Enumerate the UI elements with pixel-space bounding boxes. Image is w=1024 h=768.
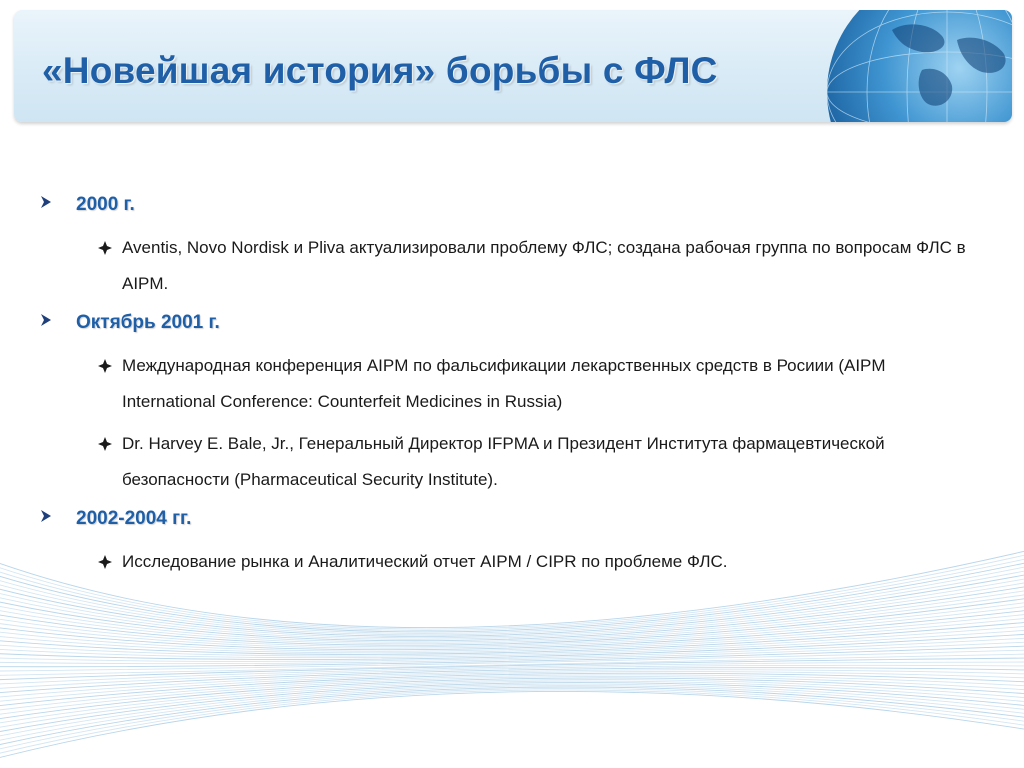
background-line [0, 582, 1024, 639]
background-line [0, 586, 1024, 641]
section-heading: 2002-2004 гг. [76, 508, 192, 529]
background-line [0, 691, 1024, 760]
section-heading: 2000 г. [76, 194, 135, 215]
header-banner [14, 10, 1012, 122]
section-heading-row [38, 190, 978, 224]
section-heading-row [38, 504, 978, 538]
diamond-bullet-icon [98, 241, 112, 255]
slide-title: «Новейшая история» борьбы с ФЛС [42, 50, 718, 91]
arrow-bullet-icon [38, 194, 54, 210]
list-item [98, 544, 982, 580]
diamond-bullet-icon [98, 437, 112, 451]
background-line [0, 687, 1024, 747]
slide-content [38, 190, 978, 580]
background-line [0, 676, 1024, 715]
globe-icon [772, 10, 1012, 122]
list-item-text: Aventis, Novo Nordisk и Pliva актуализировали проблему ФЛС; создана рабочая группа по вопросам ФЛС в AIPM. [122, 238, 966, 293]
list-item [98, 230, 982, 302]
diamond-bullet-icon [98, 359, 112, 373]
list-item-text: Dr. Harvey E. Bale, Jr., Генеральный Директор IFPMA и Президент Института фармацевтической безопасности (Pharmaceutical Security Institute). [122, 434, 885, 489]
section-heading: Октябрь 2001 г. [76, 312, 220, 333]
list-item-text: Международная конференция AIPM по фальсификации лекарственных средств в Росиии (AIPM International Conference: Counterfeit Medicines in Russia) [122, 356, 886, 411]
diamond-bullet-icon [98, 555, 112, 569]
list-item [98, 348, 982, 420]
list-item-text: Исследование рынка и Аналитический отчет AIPM / CIPR по проблеме ФЛС. [122, 552, 728, 571]
arrow-bullet-icon [38, 312, 54, 328]
arrow-bullet-icon [38, 508, 54, 524]
list-item [98, 426, 982, 498]
section-heading-row [38, 308, 978, 342]
